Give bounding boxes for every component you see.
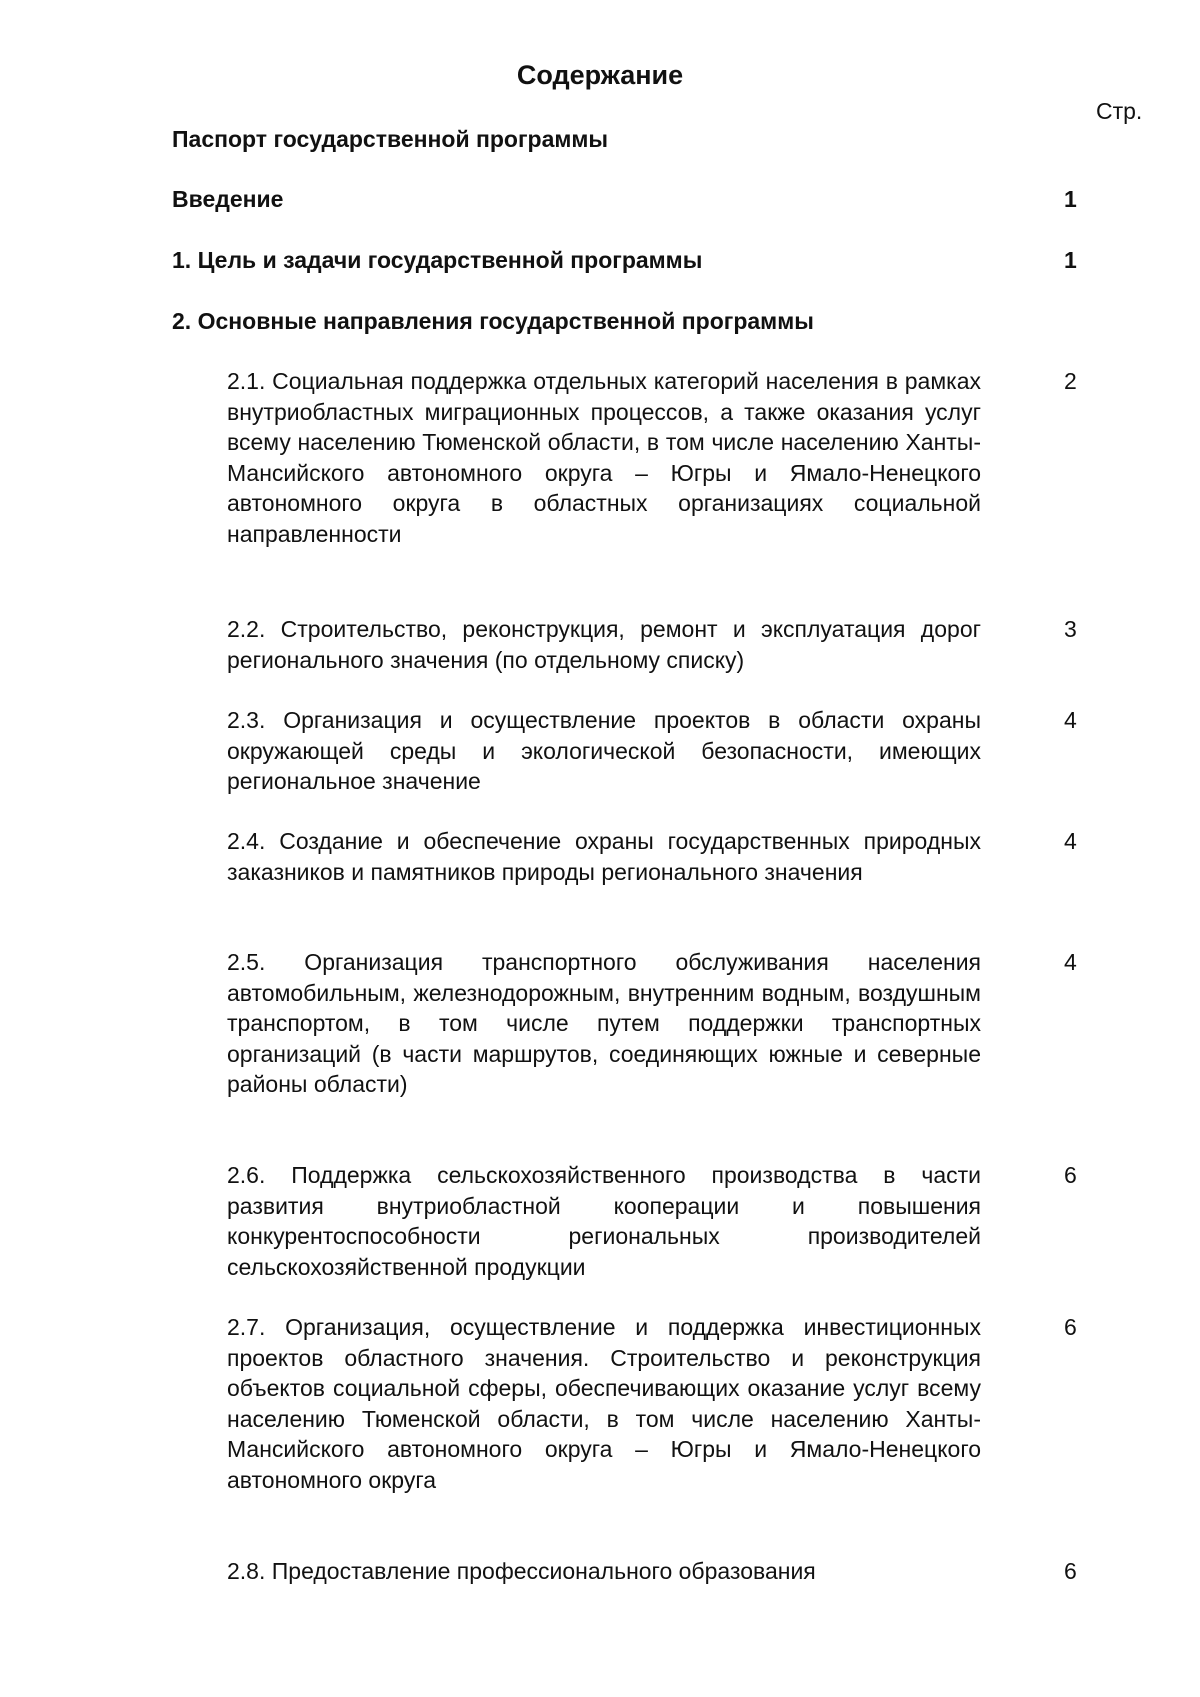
toc-page-number: 2 (1064, 368, 1077, 394)
toc-entry-section-1: 1. Цель и задачи государственной программы (172, 247, 703, 273)
toc-page-number: 6 (1064, 1558, 1077, 1584)
toc-entry-introduction: Введение (172, 186, 284, 212)
toc-page-number: 6 (1064, 1314, 1077, 1340)
toc-entry-2-1: 2.1. Социальная поддержка отдельных категорий населения в рамках внутриобластных миграционных процессов, а также оказания услуг всему населению Тюменской области, в том числе населению Ханты-Мансийского автономного округа – Югры и Ямало-Ненецкого автономного округа в областных организациях социальной направленности (227, 368, 981, 547)
toc-page-number: 4 (1064, 828, 1077, 854)
toc-page-number: 3 (1064, 616, 1077, 642)
toc-entry-passport: Паспорт государственной программы (172, 126, 609, 152)
toc-entry-2-6: 2.6. Поддержка сельскохозяйственного производства в части развития внутриобластной кооперации и повышения конкурентоспособности региональных производителей сельскохозяйственной продукции (227, 1162, 981, 1280)
toc-page-number: 4 (1064, 707, 1077, 733)
toc-entry-section-2: 2. Основные направления государственной программы (172, 308, 814, 334)
toc-page-number: 4 (1064, 949, 1077, 975)
toc-page-number: 1 (1064, 247, 1077, 273)
toc-entry-2-3: 2.3. Организация и осуществление проектов в области охраны окружающей среды и экологической безопасности, имеющих региональное значение (227, 707, 981, 794)
page-title: Содержание (516, 60, 684, 90)
toc-page-number: 6 (1064, 1162, 1077, 1188)
page-column-label: Стр. (1096, 98, 1143, 124)
toc-entry-2-4: 2.4. Создание и обеспечение охраны государственных природных заказников и памятников природы регионального значения (227, 828, 981, 885)
toc-entry-2-2: 2.2. Строительство, реконструкция, ремонт и эксплуатация дорог регионального значения (по отдельному списку) (227, 616, 981, 673)
toc-page-number: 1 (1064, 186, 1077, 212)
toc-entry-2-5: 2.5. Организация транспортного обслуживания населения автомобильным, железнодорожным, внутренним водным, воздушным транспортом, в том числе путем поддержки транспортных организаций (в части маршрутов, соединяющих южные и северные районы области) (227, 949, 981, 1097)
toc-entry-2-8: 2.8. Предоставление профессионального образования (227, 1558, 816, 1584)
toc-entry-2-7: 2.7. Организация, осуществление и поддержка инвестиционных проектов областного значения. Строительство и реконструкция объектов социальной сферы, обеспечивающих оказание услуг всему населению Тюменской области, в том числе населению Ханты-Мансийского автономного округа – Югры и Ямало-Ненецкого автономного округа (227, 1314, 981, 1493)
